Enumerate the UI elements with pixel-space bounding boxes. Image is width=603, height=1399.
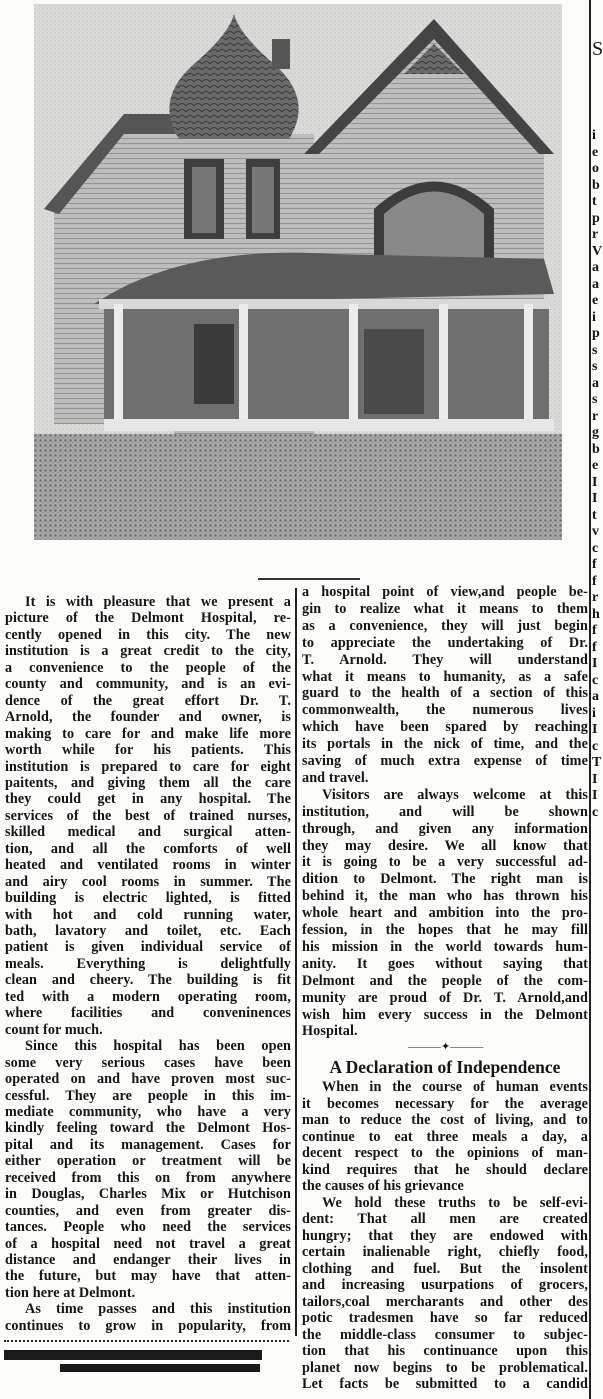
column-fragment-letter: I [592,491,598,506]
column-fragment-letter: T [592,755,602,770]
declaration-column [302,1079,588,1399]
text-line: decent respect to the opinions of man- [302,1145,588,1161]
text-line: dent: That all men are created [302,1211,588,1227]
text-line: tion, and all the comforts of well [5,840,291,857]
text-line: Hospital. [302,1023,358,1040]
column-fragment-letter: I [592,656,598,671]
text-line: some very serious cases have been [5,1054,291,1071]
text-line: they may desire. We all know that [302,837,588,854]
text-line: pital and its management. Cases for [5,1136,291,1153]
column-fragment-letter: a [592,689,599,704]
text-line: tion that his continuance upon this [302,1343,588,1359]
text-line: guard to the health of a section of this [302,685,588,702]
text-line: of a hospital need not travel a great [5,1235,291,1252]
text-line: a convenience to the people of the [5,659,291,676]
column-fragment-letter: c [592,804,599,820]
column-fragment-letter: e [592,458,599,473]
text-line: operated on and have proven most suc- [5,1071,291,1088]
text-line: kindly feeling toward the Delmont Hos- [5,1120,291,1137]
column-fragment-letter: i [592,128,596,143]
column-fragment-letter: b [592,177,600,193]
text-line: tances. People who need the services [5,1219,291,1236]
column-fragment-letter: b [592,441,600,457]
column-fragment-letter: I [592,722,598,737]
text-line: the future, but may have that atten- [5,1268,291,1285]
text-line: patient is given individual service of [5,939,291,956]
text-line: munity are proud of Dr. T. Arnold,and [302,989,588,1006]
ink-bar-top [4,1350,262,1360]
text-line: distance and endanger their lives in [5,1252,291,1268]
text-line: kind requires that he should declare [302,1161,588,1178]
text-line: tailors,coal mercharants and other des [302,1293,588,1310]
text-line: and increasing usurpations of grocers, [302,1277,588,1293]
section-ornament: ———✦——— [408,1041,484,1053]
text-line: its portals in the nick of time, and the [302,736,588,753]
text-line: Let facts be submitted to a candid [302,1376,588,1392]
text-line: count for much. [5,1021,103,1038]
text-line: through, and given any information [302,820,588,837]
text-line: clean and cheery. The building is fit [5,972,291,989]
text-line: it is going to be a very successful ad- [302,854,588,871]
text-line: counties, and even from greater dis- [5,1202,291,1219]
text-line: making to care for and make life more [5,725,291,742]
text-line: T. Arnold. They will understand [302,651,588,668]
column-fragment-letter: h [592,606,600,622]
text-line: clothing and fuel. But the insolent [302,1260,588,1277]
text-line: Delmont and the people of the com- [302,972,588,989]
column-fragment-letter: c [592,738,599,754]
photo-separator-rule [258,578,360,580]
text-line: institution is prepared to care for eight [5,758,291,775]
text-line: wish him every success in the Delmont [302,1006,588,1023]
declaration-heading: A Declaration of Independence [329,1057,561,1077]
text-line: building is electric lighted, is fitted [5,890,291,907]
text-line: commonwealth, the numerous lives [302,702,588,719]
hospital-photo [34,4,562,540]
text-line: fession, in the hopes that he may fill [302,922,588,938]
column-fragment-letter: t [592,194,597,209]
text-line: and airy cool rooms in summer. The [5,873,291,890]
column-fragment-letter: s [592,359,598,374]
article-left-column [5,594,291,1334]
column-fragment-letter: g [592,425,599,440]
column-fragment-letter: a [592,375,599,391]
text-line: institution, and will be shown [302,803,588,820]
column-fragment-letter: r [592,227,599,242]
column-fragment-letter: c [592,540,599,556]
column-fragment-letter: t [592,507,597,523]
text-line: Visitors are always welcome at this [322,786,588,803]
text-line: institution is a great credit to the city, [5,643,291,660]
column-fragment-letter: a [592,276,599,292]
text-line: where facilities and conveninences [5,1005,291,1022]
ink-bar-bottom [60,1364,260,1372]
text-line: planet now begins to be problematical. [302,1359,588,1376]
text-line: cently opened in this city. The new [5,626,291,643]
text-line: which have been spared by reaching [302,719,588,736]
text-line: gin to realize what it means to them [302,600,588,617]
text-line: and travel. [302,769,369,786]
column-fragment-letter: s [592,392,598,407]
text-line: it becomes necessary for the average [302,1095,588,1112]
column-fragment-letter: I [592,474,598,490]
column-fragment-letter: r [592,590,599,605]
text-line: behind it, the man who has thrown his [302,888,588,905]
text-line: ted with a modern operating room, [5,988,291,1005]
text-line: they could get in any hospital. The [5,791,291,808]
text-line: a hospital point of view,and people be- [302,584,588,600]
column-fragment-letter: c [592,672,599,688]
text-line: cessful. They are people in this im- [5,1087,291,1104]
text-line: Arnold, the founder and owner, is [5,709,291,726]
text-line: It is with pleasure that we present a [25,594,291,610]
text-line: picture of the Delmont Hospital, re- [5,610,291,627]
text-line: When in the course of human events [322,1079,588,1095]
text-line: either operation or treatment will be [5,1153,291,1170]
text-line: services of the best of trained nurses, [5,807,291,824]
page-column-divider [589,0,591,1399]
article-right-column [302,584,588,1044]
adjacent-column-fragment [592,0,602,1399]
column-fragment-letter: f [592,623,597,638]
text-line: whole heart and ambition into the pro- [302,905,588,922]
column-fragment-letter: i [592,705,596,721]
column-fragment-letter: f [592,557,597,572]
column-fragment-letter: p [592,326,600,341]
column-fragment-letter: I [592,771,598,787]
text-line: skilled medical and surgical atten- [5,824,291,841]
dotted-rule [4,1340,289,1342]
column-fragment-letter: V [592,243,603,259]
text-line: certain inalienable right, chiefly food, [302,1244,588,1260]
text-line: the causes of his grievance [302,1178,464,1194]
text-line: to appreciate the undertaking of Dr. [302,634,588,651]
text-line: county and community, and is an evi- [5,676,291,693]
column-fragment-letter: i [592,309,596,325]
text-line: paitents, and giving them all the care [5,774,291,791]
text-line: the middle-class consumer to subjec- [302,1326,588,1343]
text-line: with hot and cold running water, [5,906,291,923]
text-line: received from this on from anywhere [5,1169,291,1186]
column-fragment-letter: o [592,161,599,176]
column-fragment-letter: s [592,342,598,358]
text-line: Since this hospital has been open [25,1038,291,1055]
text-line: in Douglas, Charles Mix or Hutchison [5,1186,291,1203]
column-fragment-letter: v [592,524,599,539]
text-line: mediate community, who have a very [5,1103,291,1120]
adjacent-column-title-fragment: S [592,38,603,60]
column-fragment-letter: f [592,639,597,655]
text-line: man to reduce the cost of living, and to [302,1112,588,1128]
column-fragment-letter: a [592,260,599,275]
text-line: anity. It goes without saying that [302,955,588,972]
text-line: bath, lavatory and toilet, etc. Each [5,923,291,939]
text-line: potic tradesmen have so far reduced [302,1310,588,1326]
text-line: meals. Everything is delightfully [5,955,291,972]
text-line: dence of the great effort Dr. T. [5,692,291,709]
text-line: heated and ventilated rooms in winter [5,857,291,874]
column-fragment-letter: e [592,293,599,308]
text-line: We hold these truths to be self-evi- [322,1194,588,1211]
column-fragment-letter: f [592,573,597,589]
text-line: continue to eat three meals a day, a [302,1128,588,1145]
column-divider [295,588,297,1336]
text-line: worth while for his patients. This [5,742,291,759]
column-fragment-letter: e [592,144,599,160]
text-line: his mission in the world towards hum- [302,938,588,955]
text-line: continues to grow in popularity, from [5,1317,291,1334]
column-fragment-letter: p [592,210,600,226]
text-line: saving of much extra expense of time [302,753,588,769]
text-line: tion here at Delmont. [5,1284,136,1301]
text-line: what it means to humanity, as a safe [302,668,588,685]
column-fragment-letter: I [592,788,598,803]
text-line: dition to Delmont. The right man is [302,871,588,888]
text-line: hungry; that they are endowed with [302,1227,588,1244]
text-line: As time passes and this institution [25,1301,291,1318]
text-line: as a convenience, they will just begin [302,617,588,634]
column-fragment-letter: r [592,408,599,424]
